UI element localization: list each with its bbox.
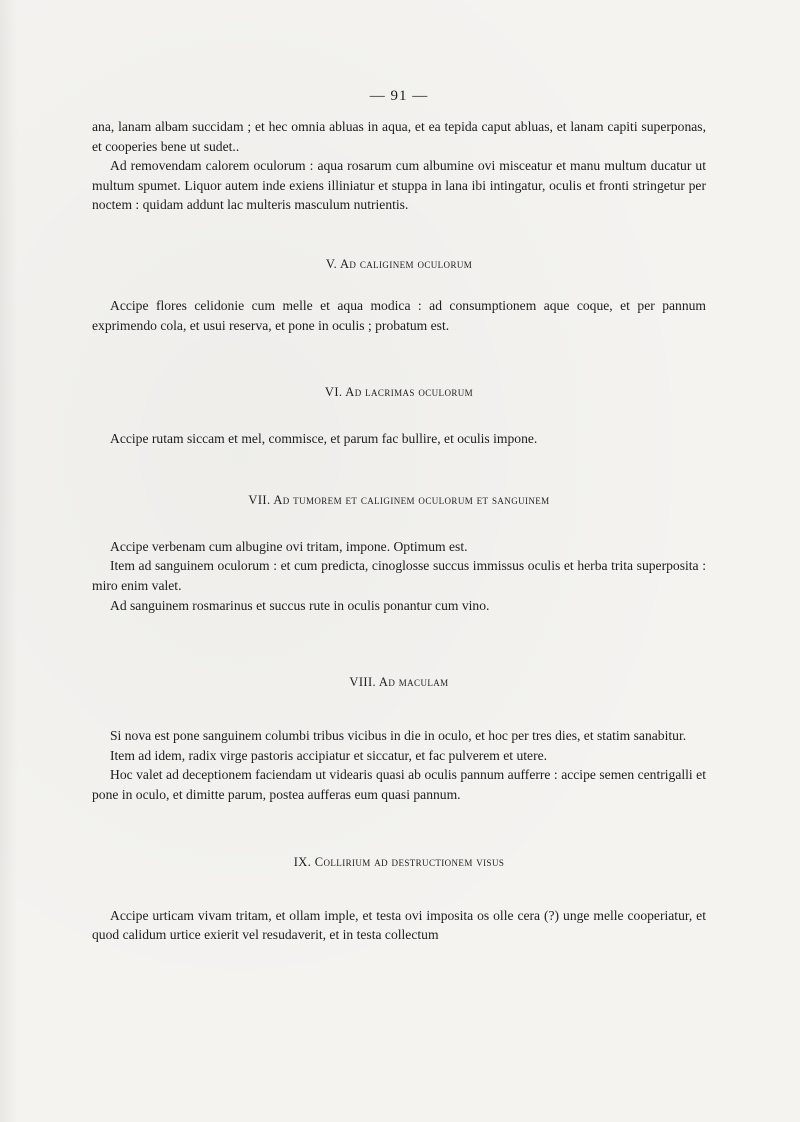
section-v-paragraph-1: Accipe flores celidonie cum melle et aqua modica : ad consumptionem aque coque, et per pannum exprimendo cola, et usui reserva, et pone in oculis ; probatum est. bbox=[92, 297, 706, 333]
section-ix-paragraph-1: Accipe urticam vivam tritam, et ollam imple, et testa ovi imposita os olle cera (?) unge melle cooperiatur, et quod calidum urtice exierit vel resudaverit, et in testa collectum bbox=[92, 907, 706, 943]
section-vii-paragraph-2: Item ad sanguinem oculorum : et cum predicta, cinoglosse succus immissus oculis et herba trita superposita : miro enim valet. bbox=[92, 558, 706, 593]
intro-paragraph-1: ana, lanam albam succidam ; et hec omnia abluas in aqua, et ea tepida caput abluas, et lanam capiti superponas, et cooperies bene ut sudet.. bbox=[92, 119, 706, 154]
section-vi-paragraph-1: Accipe rutam siccam et mel, commisce, et parum fac bullire, et oculis impone. bbox=[110, 431, 538, 447]
intro-paragraph-2: Ad removendam calorem oculorum : aqua rosarum cum albumine ovi misceatur et manu multum ducatur ut multum spumet. Liquor autem inde exiens illiniatur et stuppa in lana ibi intingatur, oculis et fronti stringetur per noctem : quidam addunt lac multeris masculum nutrientis. bbox=[92, 158, 706, 213]
section-vii-paragraph-1: Accipe verbenam cum albugine ovi tritam, impone. Optimum est. bbox=[110, 538, 468, 554]
section-viii-paragraph-2: Item ad idem, radix virge pastoris accipiatur et siccatur, et fac pulverem et utere. bbox=[110, 747, 548, 763]
section-heading-v: V. Ad caliginem oculorum bbox=[325, 256, 473, 271]
section-heading-viii: VIII. Ad maculam bbox=[349, 675, 449, 690]
section-heading-ix: IX. Collirium ad destructionem visus bbox=[293, 854, 505, 869]
page-content bbox=[92, 88, 706, 945]
section-viii-paragraph-1: Si nova est pone sanguinem columbi tribus vicibus in die in oculo, et hoc per tres dies, et statim sanabitur. bbox=[110, 728, 687, 744]
section-heading-vii: VII. Ad tumorem et caliginem oculorum et sanguinem bbox=[248, 492, 550, 507]
section-viii-paragraph-3: Hoc valet ad deceptionem faciendam ut videaris quasi ab oculis pannum aufferre : accipe semen centrigalli et pone in oculo, et dimitte parum, postea aufferas eum quasi pannum. bbox=[92, 767, 706, 802]
page-number: — 91 — bbox=[369, 88, 429, 104]
section-heading-vi: VI. Ad lacrimas oculorum bbox=[324, 385, 474, 400]
section-vii-paragraph-3: Ad sanguinem rosmarinus et succus rute in oculis ponantur cum vino. bbox=[110, 597, 490, 613]
